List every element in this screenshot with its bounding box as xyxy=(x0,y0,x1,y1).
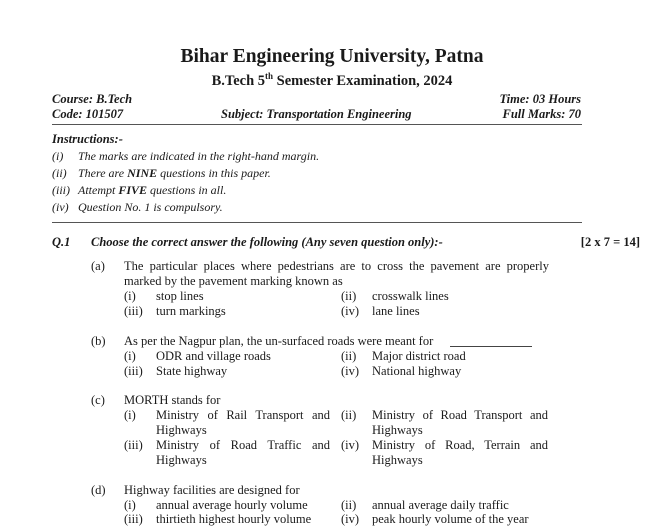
option-num: (iii) xyxy=(124,438,143,452)
instruction-text: There are xyxy=(78,166,128,180)
option-num: (iii) xyxy=(124,304,143,318)
option-num: (ii) xyxy=(341,408,357,422)
instructions-title: Instructions:- xyxy=(52,132,123,146)
option-text: State highway xyxy=(156,364,228,378)
instruction-num: (iii) xyxy=(52,183,70,197)
option-text-line1: Ministry of Road, Terrain and xyxy=(372,438,548,452)
option-text: turn markings xyxy=(156,304,226,318)
option-num: (i) xyxy=(124,408,136,422)
subject-label: Subject: Transportation Engineering xyxy=(221,107,412,121)
option-text: Major district road xyxy=(372,349,466,363)
instruction-num: (iv) xyxy=(52,200,69,214)
option-text: stop lines xyxy=(156,289,204,303)
option-text: ODR and village roads xyxy=(156,349,271,363)
option-text-line1: Ministry of Rail Transport and xyxy=(156,408,330,422)
question-marks: [2 x 7 = 14] xyxy=(580,235,640,249)
option-num: (iii) xyxy=(124,512,143,526)
instruction-emphasis: FIVE xyxy=(118,183,148,197)
instruction-item xyxy=(52,166,271,181)
part-b-text: As per the Nagpur plan, the un-surfaced roads were meant for xyxy=(124,334,434,348)
option-num: (iii) xyxy=(124,364,143,378)
exam-title-sup: th xyxy=(265,71,274,81)
option-num: (i) xyxy=(124,498,136,512)
option-text: peak hourly volume of the year xyxy=(372,512,529,526)
instruction-item xyxy=(52,183,226,198)
part-a-text-line1: The particular places where pedestrians are to cross the pavement are properly xyxy=(124,259,549,273)
question-number: Q.1 xyxy=(52,235,71,249)
option-num: (iv) xyxy=(341,512,360,526)
option-num: (ii) xyxy=(341,289,357,303)
exam-title-post: Semester Examination, 2024 xyxy=(273,72,453,89)
option-num: (iv) xyxy=(341,438,360,452)
option-text-line2: Highways xyxy=(372,423,423,437)
part-label-a: (a) xyxy=(91,259,105,273)
instruction-num: (i) xyxy=(52,149,64,163)
option-num: (iv) xyxy=(341,304,360,318)
instruction-emphasis: NINE xyxy=(127,166,158,180)
instruction-text: questions in all. xyxy=(147,183,227,197)
option-num: (i) xyxy=(124,349,136,363)
option-text-line1: Ministry of Road Traffic and xyxy=(156,438,330,452)
option-text: thirtieth highest hourly volume xyxy=(156,512,312,526)
header-divider xyxy=(52,124,582,125)
question-text: Choose the correct answer the following (Any seven question only):- xyxy=(91,235,443,249)
instruction-text: questions in this paper. xyxy=(157,166,271,180)
option-text: annual average hourly volume xyxy=(156,498,308,512)
option-text-line2: Highways xyxy=(372,453,423,467)
option-text: lane lines xyxy=(372,304,420,318)
exam-title xyxy=(0,71,664,90)
part-d-text: Highway facilities are designed for xyxy=(124,483,300,497)
option-num: (ii) xyxy=(341,349,357,363)
part-label-d: (d) xyxy=(91,483,106,497)
option-text-line2: Highways xyxy=(156,423,207,437)
full-marks-label: Full Marks: 70 xyxy=(502,107,581,121)
instruction-item xyxy=(52,149,319,164)
option-text: annual average daily traffic xyxy=(372,498,509,512)
option-num: (i) xyxy=(124,289,136,303)
instructions-divider xyxy=(52,222,582,223)
option-text-line1: Ministry of Road Transport and xyxy=(372,408,548,422)
code-label: Code: 101507 xyxy=(52,107,124,121)
time-label: Time: 03 Hours xyxy=(499,92,581,106)
option-text: crosswalk lines xyxy=(372,289,449,303)
part-label-b: (b) xyxy=(91,334,106,348)
option-text-line2: Highways xyxy=(156,453,207,467)
option-num: (ii) xyxy=(341,498,357,512)
exam-title-pre: B.Tech 5 xyxy=(211,72,266,89)
instruction-text: The marks are indicated in the right-hand margin. xyxy=(78,149,320,163)
instruction-text: Attempt xyxy=(78,183,119,197)
option-num: (iv) xyxy=(341,364,360,378)
instruction-item xyxy=(52,200,223,215)
part-a-text-line2: marked by the pavement marking known as xyxy=(124,274,343,288)
part-label-c: (c) xyxy=(91,393,105,407)
course-label: Course: B.Tech xyxy=(52,92,133,106)
part-c-text: MORTH stands for xyxy=(124,393,221,407)
option-text: National highway xyxy=(372,364,462,378)
blank-line xyxy=(450,346,532,347)
instruction-text: Question No. 1 is compulsory. xyxy=(78,200,223,214)
university-name: Bihar Engineering University, Patna xyxy=(180,46,484,67)
instruction-num: (ii) xyxy=(52,166,67,180)
